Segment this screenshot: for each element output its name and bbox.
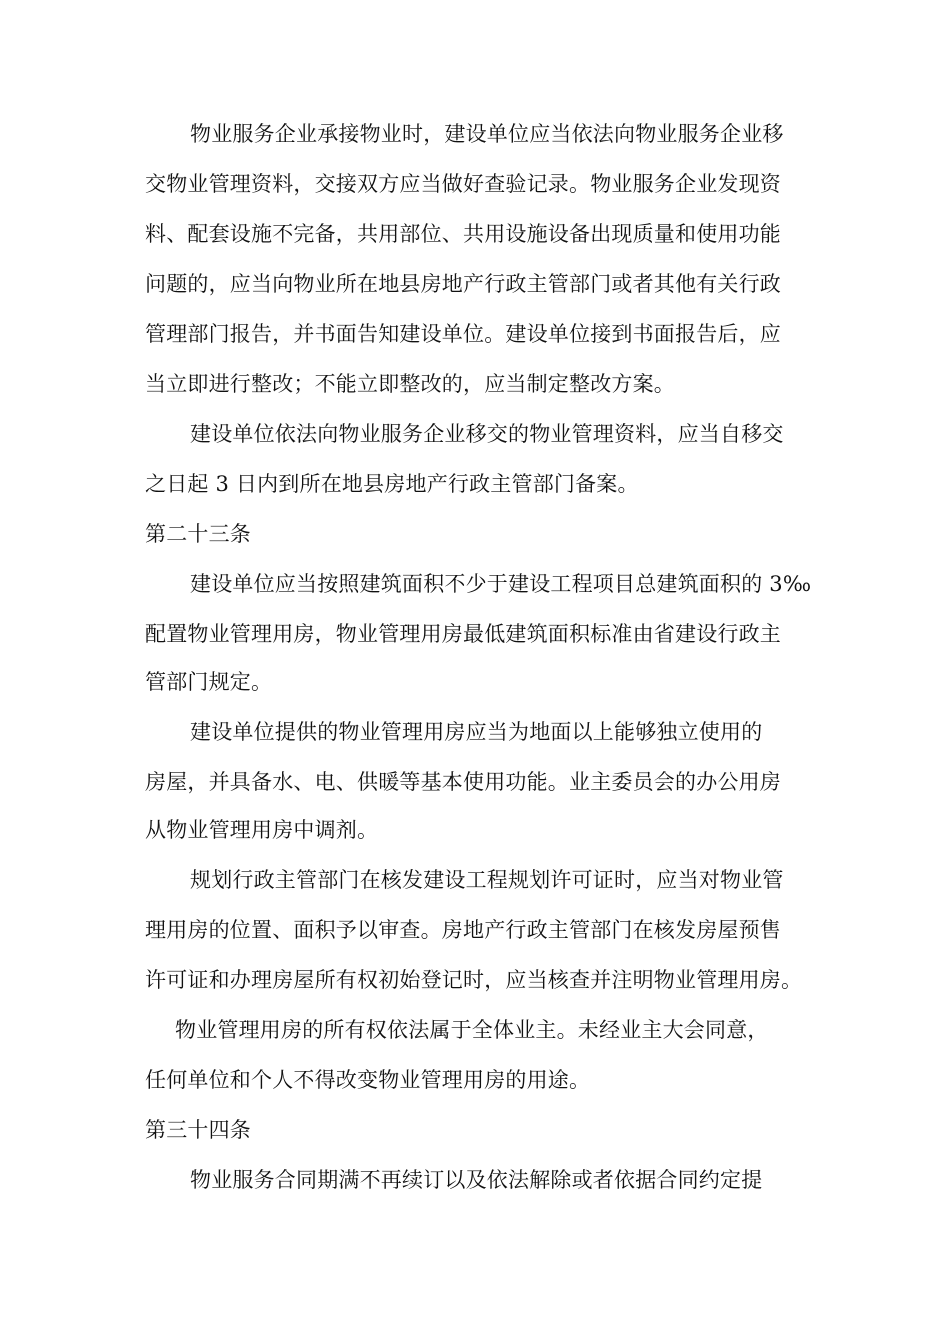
paragraph-line: 管理部门报告，并书面告知建设单位。建设单位接到书面报告后，应 [145, 322, 781, 346]
paragraph-line: 配置物业管理用房，物业管理用房最低建筑面积标准由省建设行政主 [145, 622, 781, 646]
article-heading: 第二十三条 [145, 522, 251, 546]
paragraph-line: 物业服务合同期满不再续订以及依法解除或者依据合同约定提 [190, 1168, 763, 1192]
paragraph-line: 建设单位应当按照建筑面积不少于建设工程项目总建筑面积的 3‰ [190, 572, 812, 596]
paragraph-line: 房屋，并具备水、电、供暖等基本使用功能。业主委员会的办公用房 [145, 770, 781, 794]
paragraph-line: 许可证和办理房屋所有权初始登记时，应当核查并注明物业管理用房。 [145, 968, 803, 992]
paragraph-line: 物业服务企业承接物业时，建设单位应当依法向物业服务企业移 [190, 122, 784, 146]
paragraph-line: 交物业管理资料，交接双方应当做好查验记录。物业服务企业发现资 [145, 172, 781, 196]
paragraph-line: 料、配套设施不完备，共用部位、共用设施设备出现质量和使用功能 [145, 222, 781, 246]
paragraph-line: 从物业管理用房中调剂。 [145, 818, 379, 842]
paragraph-line: 理用房的位置、面积予以审查。房地产行政主管部门在核发房屋预售 [145, 918, 781, 942]
paragraph-line: 建设单位提供的物业管理用房应当为地面以上能够独立使用的 [190, 720, 763, 744]
paragraph-line: 管部门规定。 [145, 670, 273, 694]
paragraph-line: 建设单位依法向物业服务企业移交的物业管理资料，应当自移交 [190, 422, 784, 446]
paragraph-line: 任何单位和个人不得改变物业管理用房的用途。 [145, 1068, 591, 1092]
paragraph-line: 物业管理用房的所有权依法属于全体业主。未经业主大会同意， [175, 1018, 769, 1042]
paragraph-line: 问题的，应当向物业所在地县房地产行政主管部门或者其他有关行政 [145, 272, 781, 296]
paragraph-line: 规划行政主管部门在核发建设工程规划许可证时，应当对物业管 [190, 868, 784, 892]
article-heading: 第三十四条 [145, 1118, 251, 1142]
paragraph-line: 当立即进行整改；不能立即整改的，应当制定整改方案。 [145, 372, 675, 396]
paragraph-line: 之日起 3 日内到所在地县房地产行政主管部门备案。 [145, 472, 639, 496]
